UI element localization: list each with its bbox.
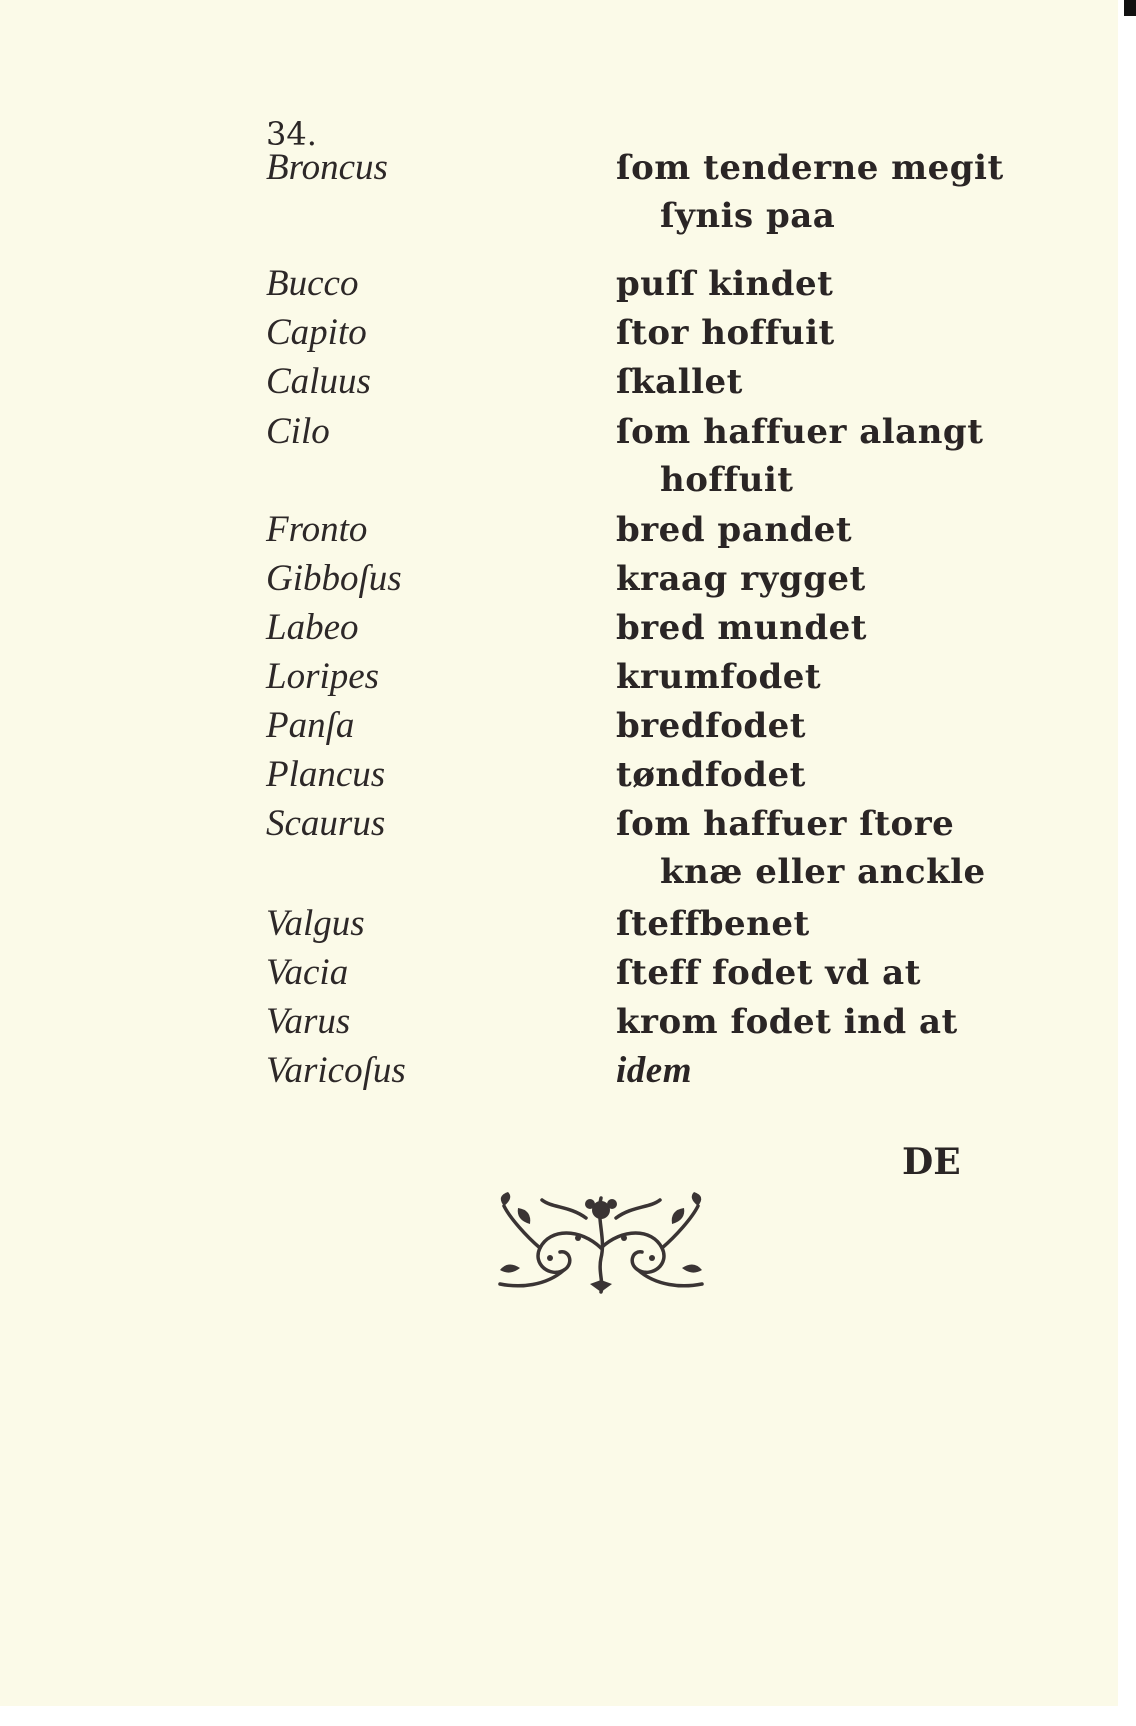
entry-row — [0, 555, 1118, 603]
entry-row — [0, 604, 1118, 652]
danish-gloss: bred mundet — [616, 608, 867, 648]
danish-gloss: ſom haffuer alangt — [616, 412, 984, 452]
danish-gloss: ſtor hoffuit — [616, 313, 835, 353]
latin-term: Labeo — [266, 607, 359, 648]
entry-row — [0, 900, 1118, 948]
entry-row — [0, 998, 1118, 1046]
latin-term: Bucco — [266, 263, 359, 304]
latin-term: Varus — [266, 1001, 351, 1042]
entry-row — [0, 260, 1118, 308]
latin-term: Plancus — [266, 754, 386, 795]
danish-gloss: ſom tenderne megit — [616, 148, 1004, 188]
scan-edge-mark — [1124, 0, 1136, 16]
danish-gloss: idem — [616, 1050, 692, 1091]
latin-term: Panſa — [266, 705, 355, 746]
entry-row — [0, 653, 1118, 701]
page-number: 34. — [266, 115, 317, 153]
latin-term: Valgus — [266, 903, 365, 944]
latin-term: Vacia — [266, 952, 349, 993]
floral-vignette-icon — [490, 1188, 712, 1298]
catchword: DE — [902, 1141, 961, 1183]
danish-gloss: krom fodet ind at — [616, 1002, 958, 1042]
entry-row — [0, 309, 1118, 357]
entry-row — [0, 800, 1118, 892]
entry-row — [0, 144, 1118, 236]
latin-term: Broncus — [266, 147, 388, 188]
danish-gloss: bred pandet — [616, 510, 853, 550]
latin-term: Cilo — [266, 411, 330, 452]
danish-gloss: puſſ kindet — [616, 264, 834, 304]
danish-gloss: ſkallet — [616, 362, 743, 402]
danish-gloss-continuation: hoffuit — [660, 460, 794, 500]
latin-term: Fronto — [266, 509, 368, 550]
latin-term: Capito — [266, 312, 367, 353]
danish-gloss: ſteff fodet vd at — [616, 953, 921, 993]
danish-gloss: ſteffbenet — [616, 904, 810, 944]
danish-gloss-continuation: ſynis paa — [660, 196, 836, 236]
scan-margin-right — [1118, 0, 1136, 1726]
danish-gloss: krumfodet — [616, 657, 822, 697]
scan-margin-bottom — [0, 1706, 1118, 1726]
entry-row — [0, 702, 1118, 750]
danish-gloss-continuation: knæ eller anckle — [660, 852, 986, 892]
entry-row — [0, 408, 1118, 500]
latin-term: Scaurus — [266, 803, 386, 844]
danish-gloss: tøndfodet — [616, 755, 806, 795]
danish-gloss: ſom haffuer ſtore — [616, 804, 955, 844]
latin-term: Caluus — [266, 361, 371, 402]
danish-gloss: bredfodet — [616, 706, 807, 746]
latin-term: Gibboſus — [266, 558, 402, 599]
entry-row — [0, 506, 1118, 554]
entry-row — [0, 751, 1118, 799]
latin-term: Loripes — [266, 656, 380, 697]
entry-row — [0, 358, 1118, 406]
latin-term: Varicoſus — [266, 1050, 406, 1091]
danish-gloss: kraag rygget — [616, 559, 866, 599]
entry-row — [0, 1047, 1118, 1095]
entry-row — [0, 949, 1118, 997]
